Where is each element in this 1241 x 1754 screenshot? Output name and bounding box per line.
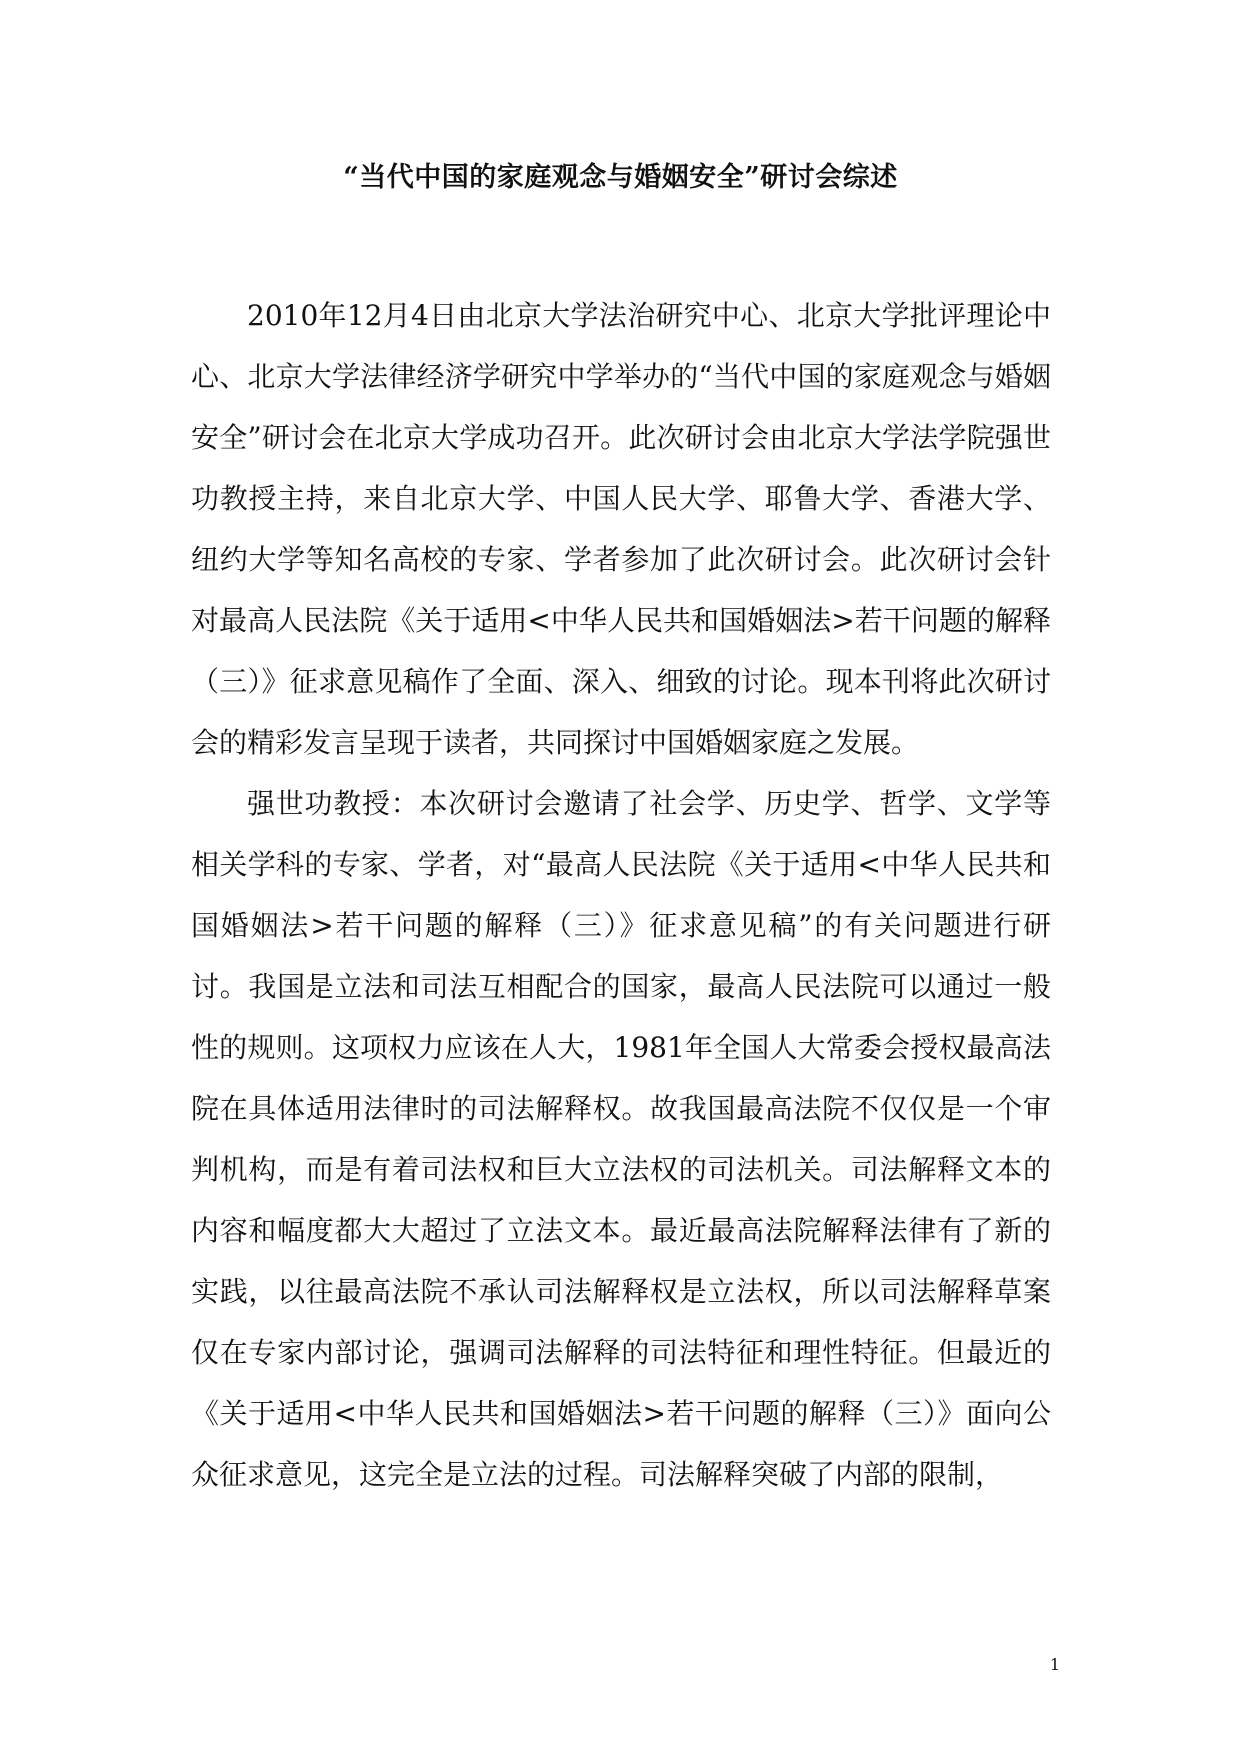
page-number: 1 <box>1049 1655 1060 1674</box>
document-body <box>191 285 1051 1505</box>
paragraph-speech: 强世功教授：本次研讨会邀请了社会学、历史学、哲学、文学等相关学科的专家、学者，对“最高人民法院《关于适用<中华人民共和国婚姻法>若干问题的解释（三）》征求意见稿”的有关问题进行研讨。我国是立法和司法互相配合的国家，最高人民法院可以通过一般性的规则。这项权力应该在人大，1981年全国人大常委会授权最高法院在具体适用法律时的司法解释权。故我国最高法院不仅仅是一个审判机构，而是有着司法权和巨大立法权的司法机关。司法解释文本的内容和幅度都大大超过了立法文本。最近最高法院解释法律有了新的实践，以往最高法院不承认司法解释权是立法权，所以司法解释草案仅在专家内部讨论，强调司法解释的司法特征和理性特征。但最近的《关于适用<中华人民共和国婚姻法>若干问题的解释（三）》面向公众征求意见，这完全是立法的过程。司法解释突破了内部的限制， <box>191 787 1051 1491</box>
document-title: “当代中国的家庭观念与婚姻安全”研讨会综述 <box>343 162 898 193</box>
paragraph-intro: 2010年12月4日由北京大学法治研究中心、北京大学批评理论中心、北京大学法律经济学研究中学举办的“当代中国的家庭观念与婚姻安全”研讨会在北京大学成功召开。此次研讨会由北京大学法学院强世功教授主持，来自北京大学、中国人民大学、耶鲁大学、香港大学、纽约大学等知名高校的专家、学者参加了此次研讨会。此次研讨会针对最高人民法院《关于适用<中华人民共和国婚姻法>若干问题的解释（三）》征求意见稿作了全面、深入、细致的讨论。现本刊将此次研讨会的精彩发言呈现于读者，共同探讨中国婚姻家庭之发展。 <box>191 299 1051 759</box>
